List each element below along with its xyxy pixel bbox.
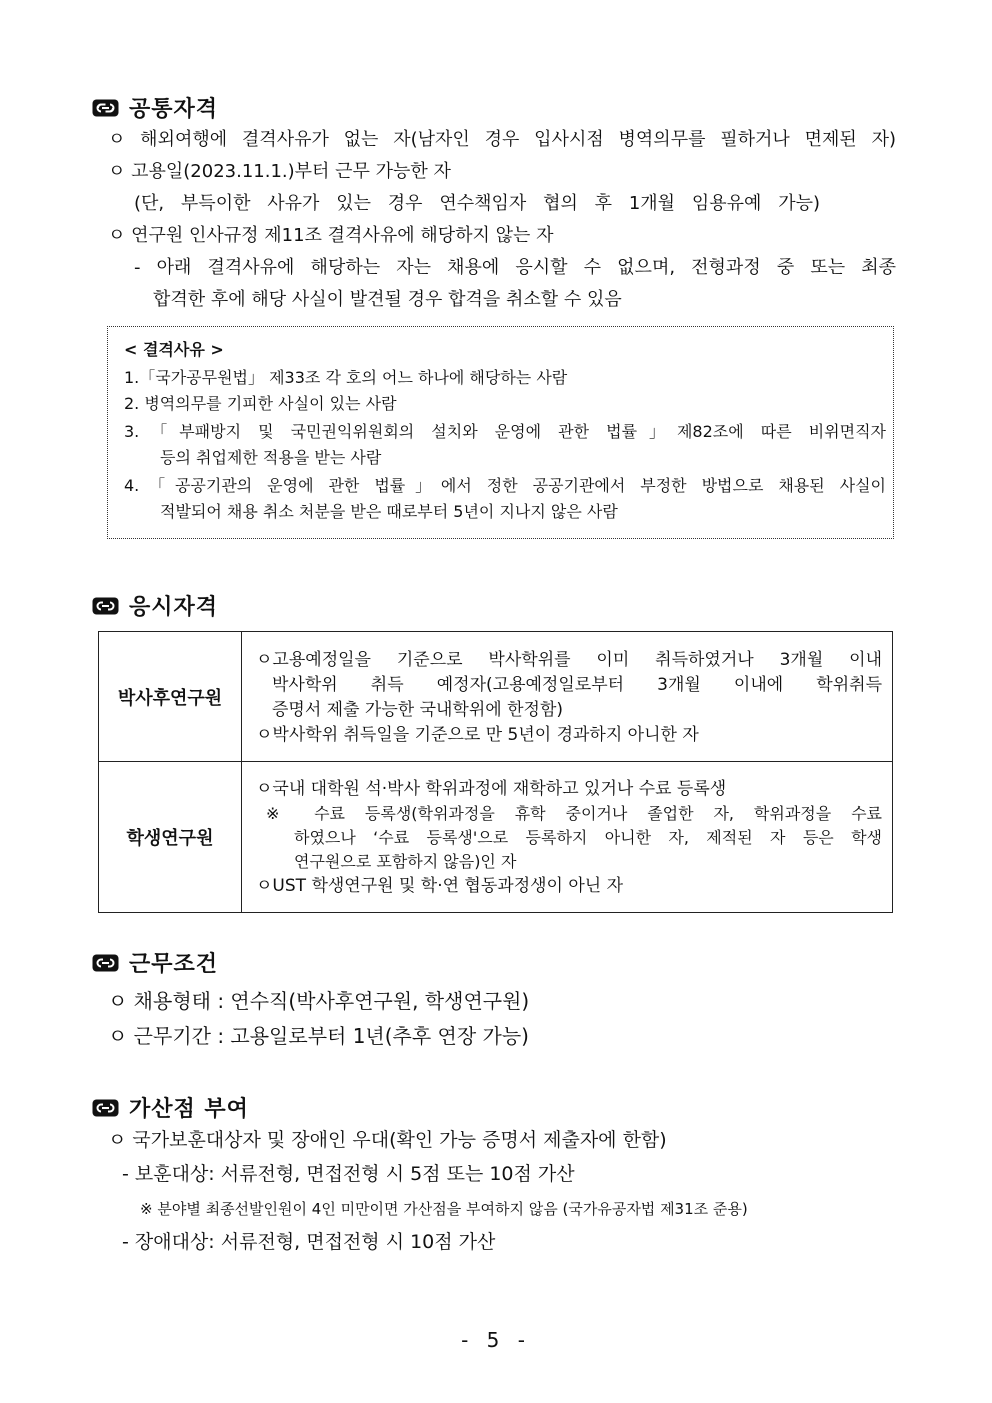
row-line: ㅇ국내 대학원 석·박사 학위과정에 재학하고 있거나 수료 등록생: [256, 779, 727, 799]
section-title: 가산점 부여: [129, 1097, 249, 1122]
disqualification-line-1: 1.「국가공무원법」 제33조 각 호의 어느 하나에 해당하는 사람: [124, 368, 568, 387]
section-heading-common: [92, 92, 218, 123]
common-item-3: ㅇ 연구원 인사규정 제11조 결격사유에 해당하지 않는 자: [108, 225, 554, 246]
common-item-3-sub: - 아래 결격사유에 해당하는 자는 채용에 응시할 수 없으며, 전형과정 중 또는 최종: [134, 257, 896, 278]
bonus-item-1: ㅇ 국가보훈대상자 및 장애인 우대(확인 가능 증명서 제출자에 한함): [108, 1129, 667, 1151]
disqualification-line-2: 2. 병역의무를 기피한 사실이 있는 사람: [124, 394, 397, 413]
row-line: ㅇ박사학위 취득일을 기준으로 만 5년이 경과하지 아니한 자: [256, 724, 699, 745]
row-content: [242, 632, 893, 762]
link-icon: [92, 99, 119, 117]
row-line: 증명서 제출 가능한 국내학위에 한정함): [272, 699, 563, 720]
row-label: 박사후연구원: [99, 632, 242, 762]
section-heading-qualification: [92, 590, 218, 621]
section-heading-bonus: [92, 1092, 249, 1123]
table-row: [99, 762, 893, 913]
table-row: [99, 632, 893, 762]
disqualification-line-4: 4.「공공기관의 운영에 관한 법률」에서 정한 공공기관에서 부정한 방법으로 채용된 사실이: [124, 476, 886, 495]
disqualification-line-4-cont: 적발되어 채용 취소 처분을 받은 때로부터 5년이 지나지 않은 사람: [160, 502, 618, 521]
row-line: ㅇ고용예정일을 기준으로 박사학위를 이미 취득하였거나 3개월 이내: [256, 649, 882, 670]
bonus-item-1-sub-2: - 장애대상: 서류전형, 면접전형 시 10점 가산: [122, 1231, 496, 1253]
link-icon: [92, 1099, 119, 1117]
row-note-line: ※ 수료 등록생(학위과정을 휴학 중이거나 졸업한 자, 학위과정을 수료: [266, 804, 882, 823]
bonus-item-1-sub-1: - 보훈대상: 서류전형, 면접전형 시 5점 또는 10점 가산: [122, 1163, 575, 1185]
section-title: 응시자격: [129, 595, 219, 620]
section-title: 공통자격: [129, 97, 219, 122]
disqualification-line-3-cont: 등의 취업제한 적용을 받는 사람: [160, 448, 382, 467]
common-item-2-note: (단, 부득이한 사유가 있는 경우 연수책임자 협의 후 1개월 임용유예 가능): [134, 193, 820, 214]
row-note-line: 하였으나 ‘수료 등록생'으로 등록하지 아니한 자, 제적된 자 등은 학생: [294, 828, 882, 847]
row-label: 학생연구원: [99, 762, 242, 913]
section-title: 근무조건: [129, 952, 219, 977]
common-item-3-sub-cont: 합격한 후에 해당 사실이 발견될 경우 합격을 취소할 수 있음: [153, 289, 622, 310]
row-line: 박사학위 취득 예정자(고용예정일로부터 3개월 이내에 학위취득: [272, 674, 882, 695]
row-content: [242, 762, 893, 913]
disqualification-box: [107, 326, 894, 539]
page-number: - 5 -: [461, 1328, 531, 1352]
bonus-note: ※ 분야별 최종선발인원이 4인 미만이면 가산점을 부여하지 않음 (국가유공자법 제31조 준용): [140, 1200, 748, 1218]
row-line: ㅇUST 학생연구원 및 학·연 협동과정생이 아닌 자: [256, 876, 624, 896]
link-icon: [92, 954, 119, 972]
disqualification-title: < 결격사유 >: [124, 340, 224, 359]
row-note-line: 연구원으로 포함하지 않음)인 자: [294, 852, 517, 871]
work-item-2: ㅇ 근무기간 : 고용일로부터 1년(추후 연장 가능): [108, 1024, 529, 1048]
section-heading-work: [92, 947, 218, 978]
work-item-1: ㅇ 채용형태 : 연수직(박사후연구원, 학생연구원): [108, 989, 530, 1013]
common-item-1: ㅇ 해외여행에 결격사유가 없는 자(남자인 경우 입사시점 병역의무를 필하거나 면제된 자): [108, 129, 896, 150]
link-icon: [92, 597, 119, 615]
disqualification-line-3: 3.「부패방지 및 국민권익위원회의 설치와 운영에 관한 법률」제82조에 따른 비위면직자: [124, 422, 886, 441]
common-item-2: ㅇ 고용일(2023.11.1.)부터 근무 가능한 자: [108, 161, 451, 182]
qualification-table: [98, 631, 893, 913]
